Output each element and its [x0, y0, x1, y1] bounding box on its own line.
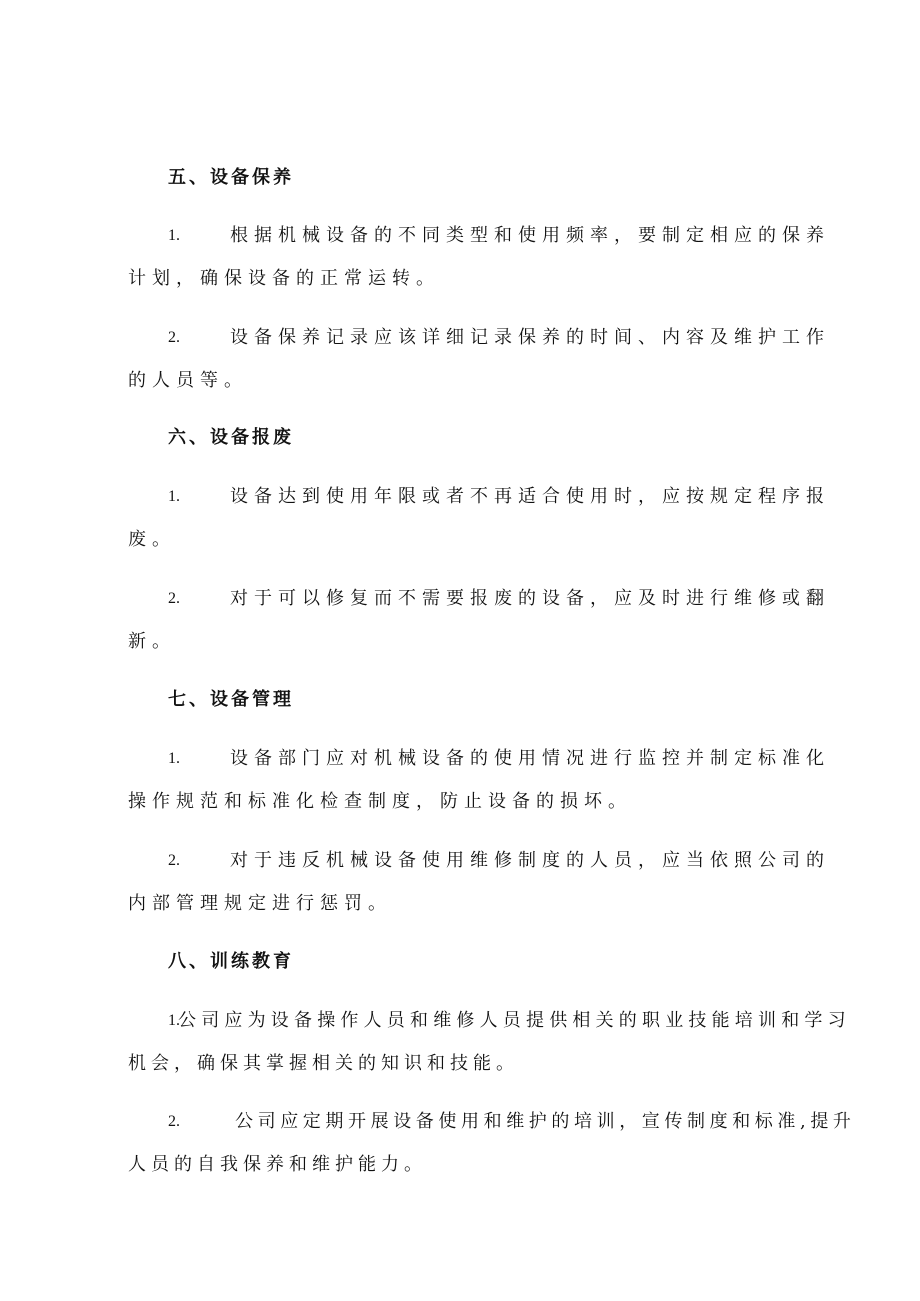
item-number: 1. [168, 750, 180, 767]
item-text-line1: 根据机械设备的不同类型和使用频率，要制定相应的保养 [230, 225, 830, 246]
item-text-line1: 对于违反机械设备使用维修制度的人员，应当依照公司的 [230, 850, 830, 871]
section-heading: 六、设备报废 [168, 427, 294, 448]
item-text-line1: 对于可以修复而不需要报废的设备，应及时进行维修或翻 [230, 588, 830, 609]
section-heading: 七、设备管理 [168, 689, 294, 710]
item-number: 2. [168, 329, 180, 346]
item-text-line2: 人员的自我保养和维护能力。 [128, 1154, 427, 1175]
section-heading: 八、训练教育 [168, 951, 294, 972]
item-text-line2: 的人员等。 [128, 370, 248, 391]
item-number: 1. [168, 488, 180, 505]
item-text-line1: 设备部门应对机械设备的使用情况进行监控并制定标准化 [230, 748, 830, 769]
item-text-line2: 新。 [128, 631, 176, 652]
item-text-line2: 操作规范和标准化检查制度，防止设备的损坏。 [128, 791, 632, 812]
item-number: 2. [168, 852, 180, 869]
item-number: 1. [168, 1012, 180, 1029]
item-text-line2: 内部管理规定进行惩罚。 [128, 893, 392, 914]
item-number: 2. [168, 590, 180, 607]
item-number: 2. [168, 1113, 180, 1130]
item-text-line2: 机会，确保其掌握相关的知识和技能。 [128, 1053, 519, 1074]
item-text-line1: 公司应为设备操作人员和维修人员提供相关的职业技能培训和学习 [178, 1010, 851, 1031]
item-text-line1: 设备达到使用年限或者不再适合使用时，应按规定程序报 [230, 486, 830, 507]
item-text-line1: 公司应定期开展设备使用和维护的培训，宣传制度和标准,提升 [235, 1111, 856, 1132]
item-number: 1. [168, 227, 180, 244]
item-text-line2: 废。 [128, 529, 176, 550]
section-heading: 五、设备保养 [168, 167, 294, 188]
item-text-line2: 计划，确保设备的正常运转。 [128, 268, 440, 289]
item-text-line1: 设备保养记录应该详细记录保养的时间、内容及维护工作 [230, 327, 830, 348]
